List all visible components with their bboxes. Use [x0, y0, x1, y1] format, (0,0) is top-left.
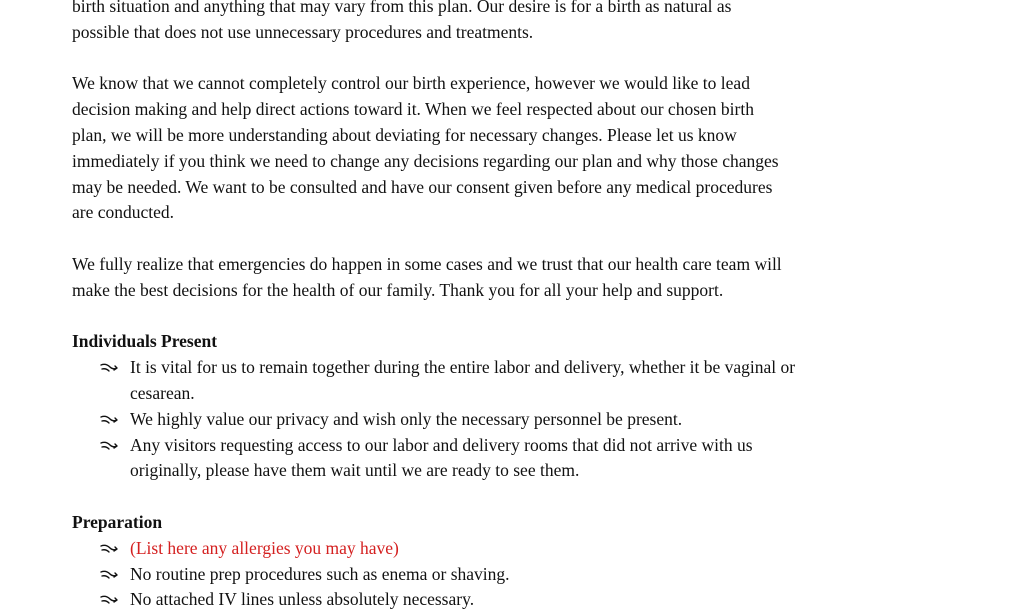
paragraph-spacer — [72, 46, 972, 72]
individuals-present-list — [72, 355, 972, 484]
preparation-heading: Preparation — [72, 511, 163, 532]
list-item-line: No routine prep procedures such as enema or shaving. — [130, 563, 510, 584]
fleuron-bullet-icon — [100, 414, 122, 426]
list-item-line: We highly value our privacy and wish only the necessary personnel be present. — [130, 408, 683, 429]
paragraph-line: are conducted. — [72, 202, 175, 223]
control-paragraph — [72, 71, 972, 226]
allergies-placeholder-text: (List here any allergies you may have) — [130, 537, 399, 558]
paragraph-spacer — [72, 304, 972, 330]
fleuron-bullet-icon — [100, 543, 122, 555]
list-item — [72, 587, 972, 613]
list-item — [72, 355, 972, 407]
list-item-line: It is vital for us to remain together during the entire labor and delivery, whether it be vaginal or — [130, 357, 796, 378]
paragraph-line: decision making and help direct actions toward it. When we feel respected about our chosen birth — [72, 99, 754, 120]
paragraph-line: immediately if you think we need to change any decisions regarding our plan and why those changes — [72, 150, 779, 171]
paragraph-line: We know that we cannot completely control our birth experience, however we would like to lead — [72, 73, 750, 94]
preparation-list — [72, 536, 972, 613]
emergency-paragraph — [72, 252, 972, 304]
paragraph-line: make the best decisions for the health of our family. Thank you for all your help and support. — [72, 279, 724, 300]
list-item-line: originally, please have them wait until we are ready to see them. — [130, 460, 580, 481]
intro-paragraph — [72, 0, 972, 46]
paragraph-line: plan, we will be more understanding about deviating for necessary changes. Please let us know — [72, 124, 737, 145]
paragraph-line: possible that does not use unnecessary procedures and treatments. — [72, 21, 534, 42]
fleuron-bullet-icon — [100, 440, 122, 452]
paragraph-line: We fully realize that emergencies do happen in some cases and we trust that our health care team will — [72, 253, 782, 274]
individuals-present-heading: Individuals Present — [72, 331, 218, 352]
fleuron-bullet-icon — [100, 362, 122, 374]
list-item — [72, 407, 972, 433]
list-item — [72, 433, 972, 485]
list-item-line: cesarean. — [130, 382, 195, 403]
list-item — [72, 536, 972, 562]
paragraph-line: may be needed. We want to be consulted and have our consent given before any medical procedures — [72, 176, 773, 197]
fleuron-bullet-icon — [100, 569, 122, 581]
birth-plan-document — [72, 0, 972, 613]
list-item — [72, 562, 972, 588]
fleuron-bullet-icon — [100, 594, 122, 606]
list-item-line: Any visitors requesting access to our labor and delivery rooms that did not arrive with us — [130, 434, 753, 455]
paragraph-line: birth situation and anything that may vary from this plan. Our desire is for a birth as natural as — [72, 0, 732, 16]
list-item-line: No attached IV lines unless absolutely necessary. — [130, 589, 475, 610]
paragraph-spacer — [72, 226, 972, 252]
paragraph-spacer — [72, 484, 972, 510]
